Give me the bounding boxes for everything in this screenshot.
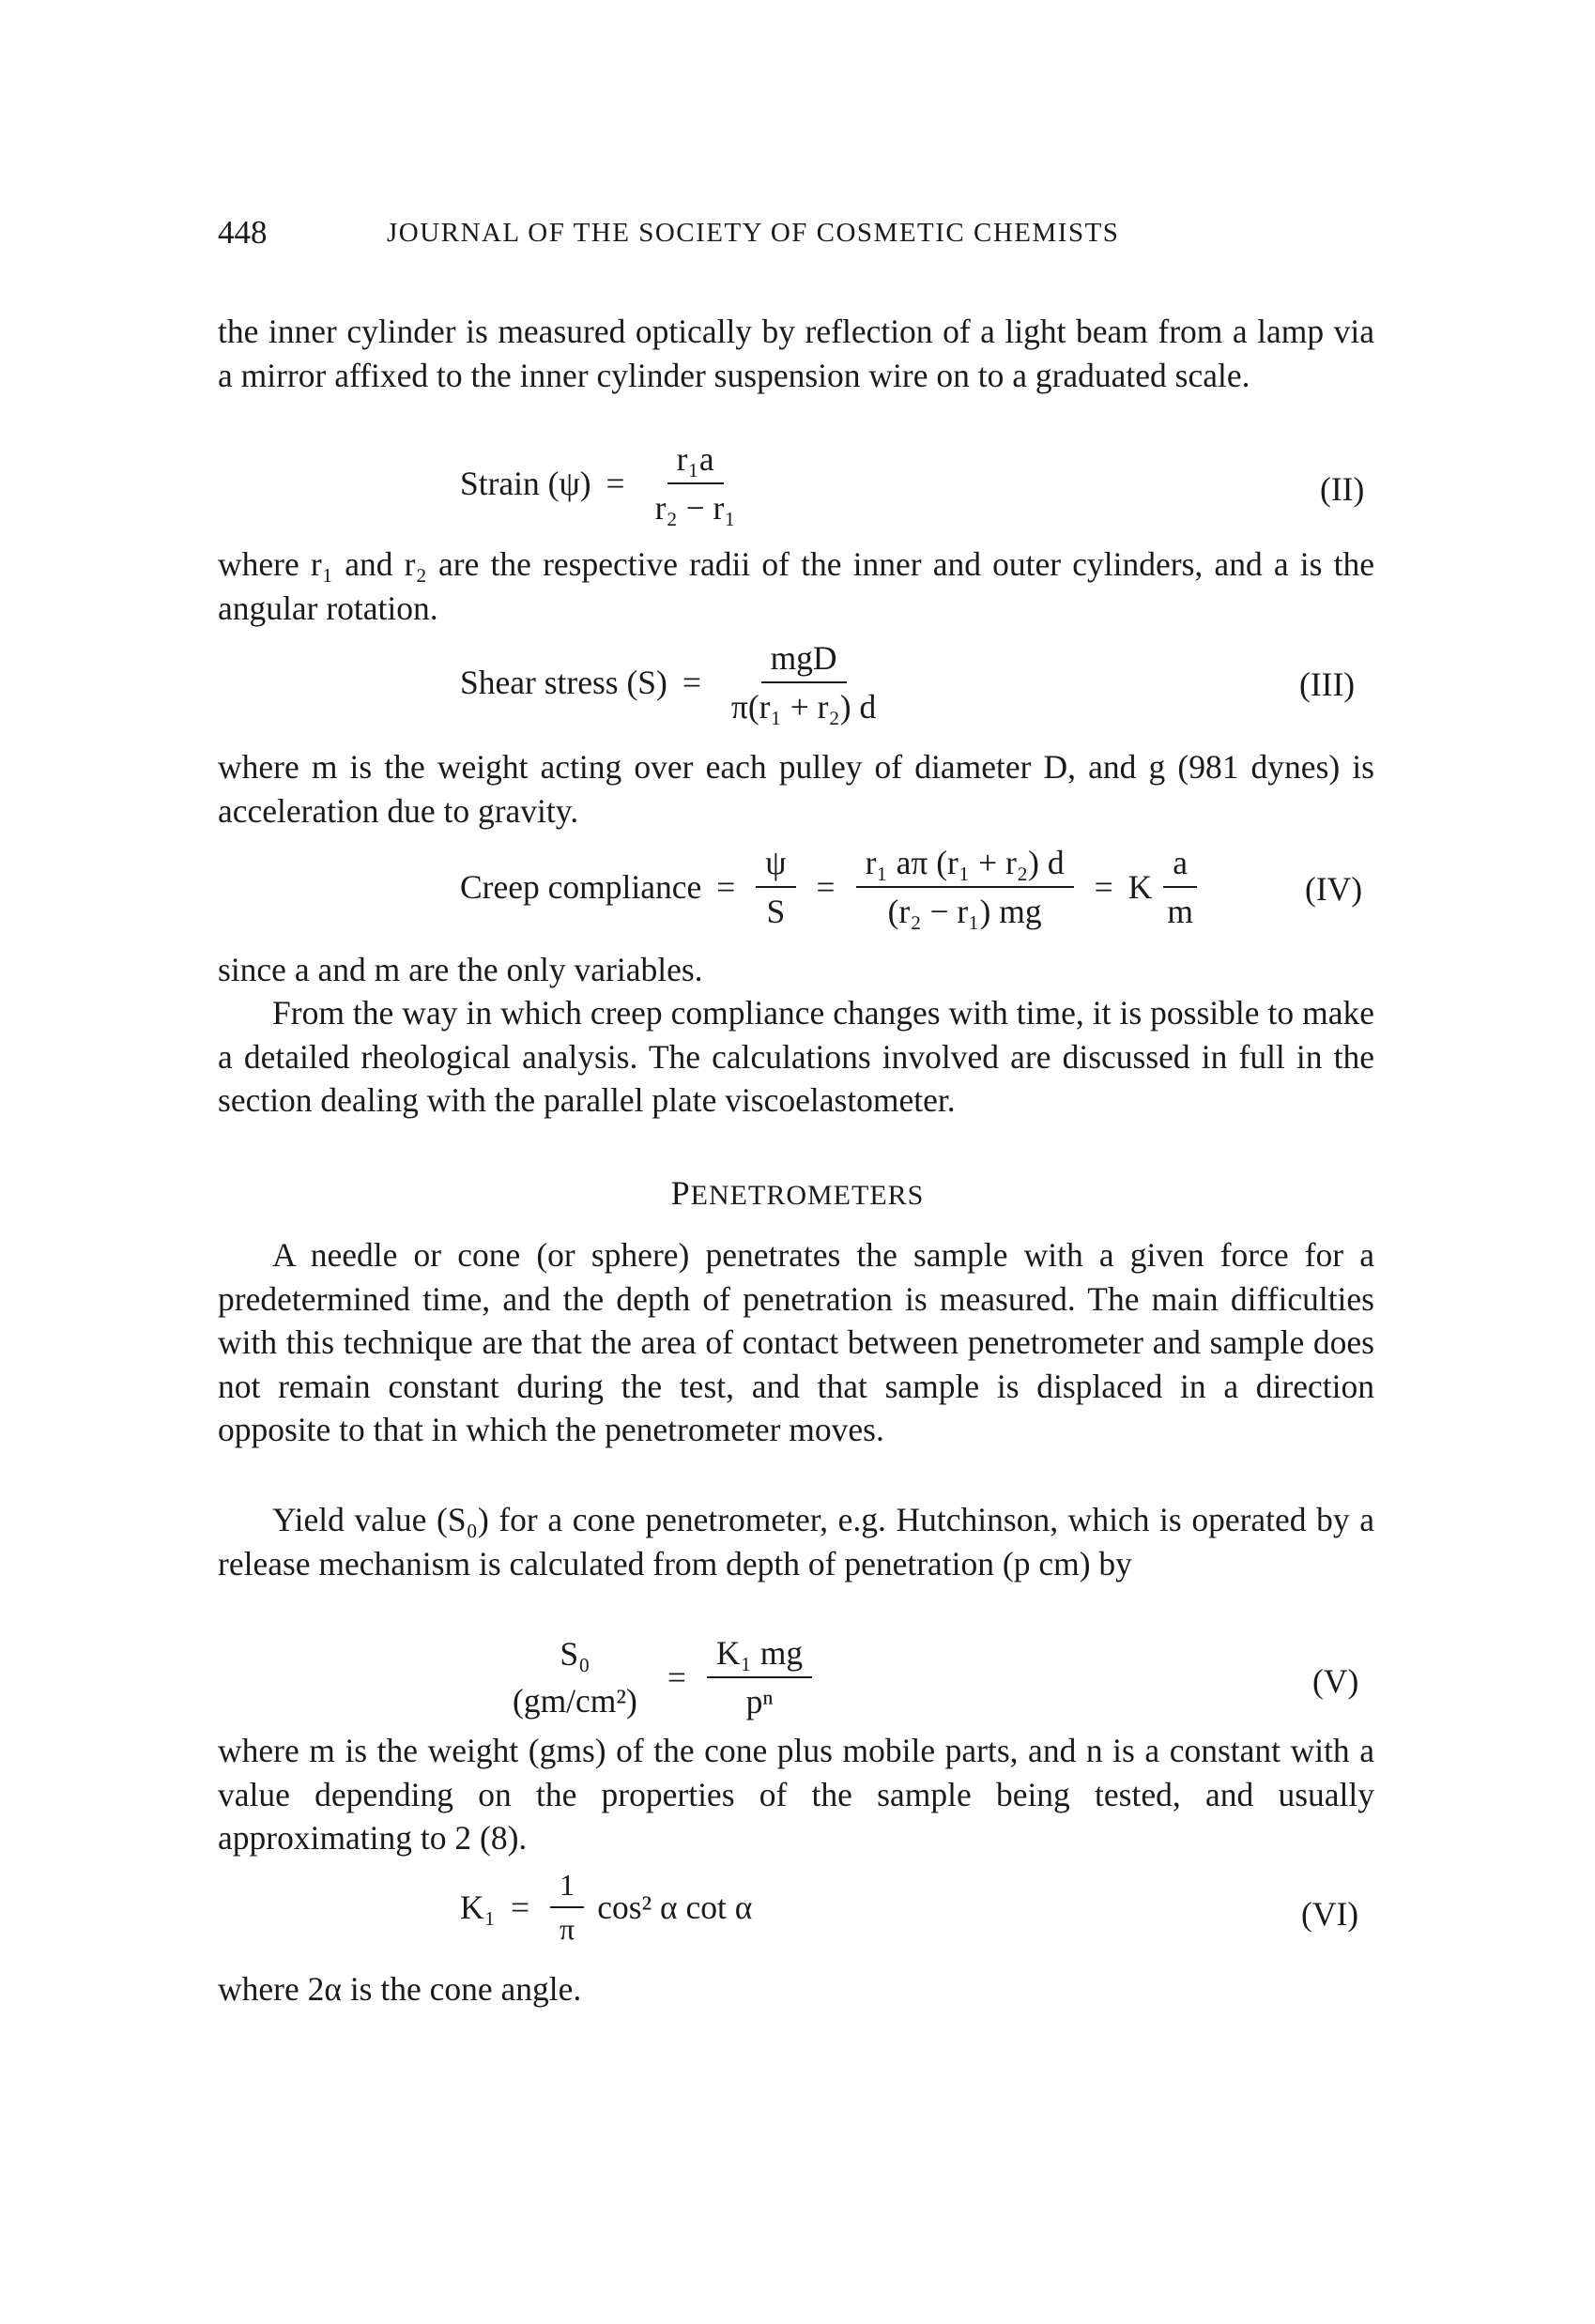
page-number: 448 xyxy=(218,214,268,251)
equation-lhs: K₁ xyxy=(460,1888,497,1926)
equation-k1 xyxy=(460,1868,752,1947)
fraction-numerator: a xyxy=(1163,843,1197,888)
equation-label-v: (V) xyxy=(1312,1662,1359,1700)
equals-sign: = xyxy=(682,664,701,701)
fraction xyxy=(756,843,795,931)
fraction-denominator: pⁿ xyxy=(745,1683,774,1720)
fraction-numerator: r₁a xyxy=(667,439,724,484)
equals-sign: = xyxy=(606,465,625,502)
constant-k: K xyxy=(1127,868,1153,906)
equation-creep-compliance xyxy=(460,843,1208,931)
equation-shear-stress xyxy=(460,638,891,726)
equation-lhs: Creep compliance xyxy=(460,868,702,906)
fraction-numerator: mgD xyxy=(761,638,847,683)
fraction-denominator: π(r₁ + r₂) d xyxy=(730,688,877,726)
fraction-denominator: π xyxy=(560,1912,575,1946)
equation-strain xyxy=(460,439,751,527)
fraction-denominator: m xyxy=(1167,893,1193,930)
fraction-denominator: (r₂ − r₁) mg xyxy=(887,893,1042,930)
fraction-numerator: r₁ aπ (r₁ + r₂) d xyxy=(856,843,1074,888)
equation-rhs: cos² α cot α xyxy=(597,1888,753,1926)
equals-sign: = xyxy=(816,868,836,906)
paragraph-strain-intro: the inner cylinder is measured optically by reflection of a light beam from a lamp via a mirror affixed to the inner cylinder suspension wire on to a graduated scale. xyxy=(218,313,1374,394)
fraction xyxy=(550,1868,584,1947)
equation-lhs: Shear stress (S) xyxy=(460,664,667,701)
equals-sign: = xyxy=(667,1659,686,1696)
equation-yield-value xyxy=(498,1633,818,1721)
paragraph-radii: where r₁ and r₂ are the respective radii of the inner and outer cylinders, and a is the angular rotation. xyxy=(218,545,1374,627)
paragraph-rheological-analysis: From the way in which creep compliance changes with time, it is possible to make a detailed rheological analysis. The calculations involved are discussed in full in the section dealing with the parallel plate viscoelastometer. xyxy=(218,994,1374,1119)
equation-lhs: Strain (ψ) xyxy=(460,465,591,502)
equation-label-iii: (III) xyxy=(1299,665,1356,703)
equals-sign: = xyxy=(511,1888,530,1926)
fraction-numerator: K₁ mg xyxy=(707,1633,812,1678)
fraction-numerator: ψ xyxy=(756,843,795,888)
equation-label-vi: (VI) xyxy=(1301,1895,1359,1933)
fraction-denominator: r₂ − r₁ xyxy=(654,489,736,527)
section-title-penetrometers xyxy=(0,1173,1595,1213)
fraction-denominator: S xyxy=(766,893,786,930)
paragraph-cone-angle: where 2α is the cone angle. xyxy=(218,1970,582,2008)
fraction-numerator: 1 xyxy=(550,1868,584,1908)
fraction xyxy=(722,638,885,726)
fraction xyxy=(856,843,1074,931)
section-title-initial: P xyxy=(670,1174,691,1212)
equation-label-iv: (IV) xyxy=(1305,870,1363,908)
equation-label-ii: (II) xyxy=(1320,470,1365,508)
section-title-rest: ENETROMETERS xyxy=(690,1180,925,1211)
equals-sign: = xyxy=(1094,868,1113,906)
fraction xyxy=(646,439,745,527)
fraction xyxy=(1158,843,1203,931)
paragraph-cone-weight: where m is the weight (gms) of the cone plus mobile parts, and n is a constant with a value depending on the properties of the sample being tested, and usually approximating to 2 (8). xyxy=(218,1732,1374,1857)
fraction-numerator: S₀ xyxy=(560,1635,590,1673)
paragraph-variables: since a and m are the only variables. xyxy=(218,951,703,988)
journal-title: JOURNAL OF THE SOCIETY OF COSMETIC CHEMISTS xyxy=(387,218,1120,248)
fraction-denominator: (gm/cm²) xyxy=(513,1682,637,1720)
fraction xyxy=(503,1634,647,1720)
fraction xyxy=(707,1633,812,1721)
paragraph-yield-value: Yield value (S₀) for a cone penetrometer, e.g. Hutchinson, which is operated by a release mechanism is calculated from depth of penetration (p cm) by xyxy=(218,1501,1374,1582)
paragraph-pulley: where m is the weight acting over each pulley of diameter D, and g (981 dynes) is acceleration due to gravity. xyxy=(218,748,1374,830)
equals-sign: = xyxy=(716,868,736,906)
paragraph-penetrometer-description: A needle or cone (or sphere) penetrates the sample with a given force for a predetermined time, and the depth of penetration is measured. The main difficulties with this technique are that the area of contact between penetrometer and sample does not remain constant during the test, and that sample is displaced in a direction opposite to that in which the penetrometer moves. xyxy=(218,1236,1374,1448)
